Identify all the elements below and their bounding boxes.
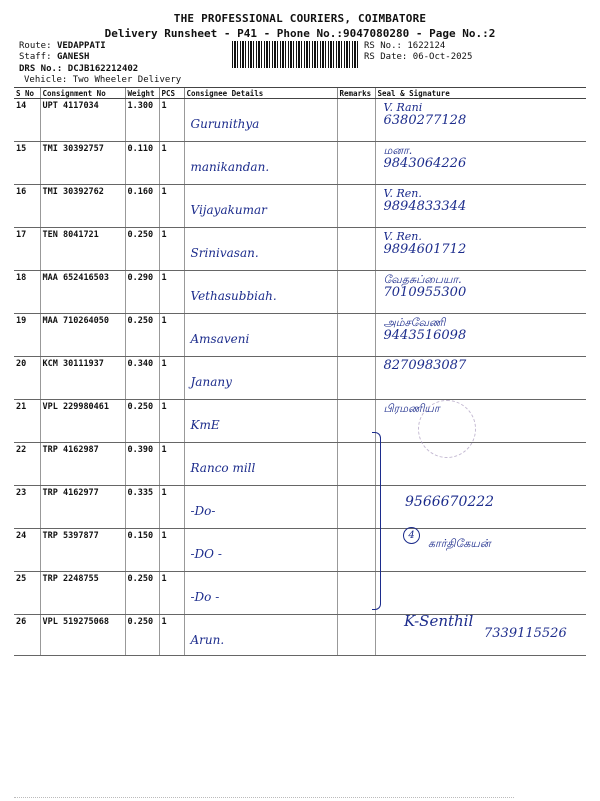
col-header-remarks: Remarks: [337, 88, 375, 99]
row-remarks: [337, 572, 375, 615]
row-consignment-no: TRP 5397877: [40, 529, 125, 572]
row-pcs: 1: [159, 271, 184, 314]
last-phone: 7339115526: [484, 626, 567, 641]
last-signature: K-Senthil: [404, 612, 474, 630]
signature-handwriting: [378, 316, 585, 342]
row-consignment-no: TRP 4162987: [40, 443, 125, 486]
row-consignee: [184, 486, 337, 529]
row-remarks: [337, 357, 375, 400]
route-line: [19, 41, 106, 52]
runsheet-table: [14, 87, 586, 656]
row-remarks: [337, 185, 375, 228]
signature-name: வேதசுப்பையா.: [383, 273, 462, 286]
vehicle-label: Vehicle:: [24, 75, 68, 85]
row-consignee: [184, 99, 337, 142]
group-signature: கார்திகேயன்: [428, 537, 491, 550]
rs-date-label: RS Date:: [364, 52, 408, 62]
row-weight: 0.250: [125, 572, 159, 615]
signature-name: பிரமணியா: [383, 402, 440, 415]
row-sno: 24: [14, 529, 40, 572]
signature-phone: 9443516098: [383, 328, 467, 343]
row-sno: 20: [14, 357, 40, 400]
row-sno: 17: [14, 228, 40, 271]
staff-value: GANESH: [56, 52, 90, 62]
consignee-handwriting: Srinivasan.: [190, 246, 259, 260]
row-sno: 22: [14, 443, 40, 486]
row-consignee: [184, 400, 337, 443]
row-weight: 0.335: [125, 486, 159, 529]
row-seal-signature: [375, 271, 586, 314]
row-remarks: [337, 99, 375, 142]
consignee-handwriting: Vethasubbiah.: [190, 289, 277, 303]
signature-handwriting: [378, 101, 585, 127]
row-pcs: 1: [159, 615, 184, 656]
consignee-handwriting: Vijayakumar: [190, 203, 267, 217]
handwritten-bracket: [372, 432, 381, 610]
row-remarks: [337, 271, 375, 314]
vehicle-value: Two Wheeler Delivery: [72, 75, 182, 85]
signature-handwriting: [378, 187, 585, 213]
staff-line: [19, 52, 89, 63]
table-row: [14, 486, 586, 529]
signature-name: அம்சவேணி: [383, 316, 446, 329]
consignee-handwriting: Amsaveni: [190, 332, 250, 346]
row-consignee: [184, 142, 337, 185]
row-weight: 0.160: [125, 185, 159, 228]
row-consignment-no: TRP 2248755: [40, 572, 125, 615]
drs-value: DCJB162212402: [67, 64, 139, 74]
table-row: [14, 572, 586, 615]
signature-handwriting: [378, 359, 585, 372]
row-consignment-no: VPL 519275068: [40, 615, 125, 656]
table-row: [14, 400, 586, 443]
row-sno: 21: [14, 400, 40, 443]
row-weight: 0.110: [125, 142, 159, 185]
drs-label: DRS No.:: [19, 64, 63, 74]
row-remarks: [337, 615, 375, 656]
row-sno: 15: [14, 142, 40, 185]
company-title: THE PROFESSIONAL COURIERS, COIMBATORE: [173, 12, 427, 25]
table-row: [14, 314, 586, 357]
row-consignment-no: TEN 8041721: [40, 228, 125, 271]
row-consignee: [184, 271, 337, 314]
row-remarks: [337, 228, 375, 271]
signature-phone: 6380277128: [383, 113, 467, 128]
signature-name: V. Ren.: [383, 187, 422, 200]
signature-phone: 8270983087: [383, 358, 467, 373]
row-sno: 16: [14, 185, 40, 228]
row-remarks: [337, 142, 375, 185]
row-seal-signature: [375, 572, 586, 615]
row-pcs: 1: [159, 314, 184, 357]
table-row: [14, 185, 586, 228]
group-count: 4: [403, 527, 420, 544]
row-seal-signature: [375, 228, 586, 271]
row-weight: 0.290: [125, 271, 159, 314]
row-consignment-no: MAA 710264050: [40, 314, 125, 357]
signature-phone: 9894601712: [383, 242, 467, 257]
row-pcs: 1: [159, 228, 184, 271]
row-pcs: 1: [159, 572, 184, 615]
row-consignment-no: VPL 229980461: [40, 400, 125, 443]
row-pcs: 1: [159, 99, 184, 142]
rs-date-value: 06-Oct-2025: [412, 52, 473, 62]
signature-handwriting: [378, 230, 585, 256]
row-weight: 0.250: [125, 228, 159, 271]
col-header-weight: Weight: [125, 88, 159, 99]
row-pcs: 1: [159, 443, 184, 486]
table-row: [14, 529, 586, 572]
consignee-handwriting: KmE: [190, 418, 220, 432]
consignee-handwriting: -DO -: [190, 547, 222, 561]
row-weight: 1.300: [125, 99, 159, 142]
row-consignment-no: TMI 30392762: [40, 185, 125, 228]
table-row: [14, 142, 586, 185]
signature-handwriting: [378, 144, 585, 170]
row-weight: 0.250: [125, 400, 159, 443]
col-header-sno: S No: [14, 88, 40, 99]
table-row: [14, 228, 586, 271]
row-sno: 18: [14, 271, 40, 314]
barcode-image: [232, 41, 360, 68]
route-label: Route:: [19, 41, 52, 51]
row-remarks: [337, 486, 375, 529]
signature-phone: 9843064226: [383, 156, 467, 171]
signature-handwriting: [378, 273, 585, 299]
consignee-handwriting: -Do-: [190, 504, 216, 518]
row-consignee: [184, 529, 337, 572]
row-pcs: 1: [159, 529, 184, 572]
row-seal-signature: [375, 99, 586, 142]
row-consignee: [184, 228, 337, 271]
group-phone: 9566670222: [405, 494, 495, 510]
rs-number-line: [364, 41, 445, 51]
row-consignment-no: TMI 30392757: [40, 142, 125, 185]
table-row: [14, 271, 586, 314]
consignee-handwriting: Ranco mill: [190, 461, 256, 475]
row-seal-signature: [375, 357, 586, 400]
col-header-pcs: PCS: [159, 88, 184, 99]
row-pcs: 1: [159, 142, 184, 185]
row-consignment-no: TRP 4162977: [40, 486, 125, 529]
route-value: VEDAPPATI: [56, 41, 106, 51]
row-seal-signature: [375, 142, 586, 185]
rs-no-value: 1622124: [407, 41, 446, 51]
footer-line: [14, 797, 514, 801]
row-weight: 0.250: [125, 314, 159, 357]
row-weight: 0.340: [125, 357, 159, 400]
row-sno: 25: [14, 572, 40, 615]
row-consignee: [184, 357, 337, 400]
row-sno: 14: [14, 99, 40, 142]
row-pcs: 1: [159, 357, 184, 400]
row-weight: 0.150: [125, 529, 159, 572]
staff-label: Staff:: [19, 52, 52, 62]
row-remarks: [337, 529, 375, 572]
row-consignee: [184, 443, 337, 486]
row-seal-signature: [375, 443, 586, 486]
rs-no-label: RS No.:: [364, 41, 402, 51]
table-header-row: [14, 88, 586, 99]
row-remarks: [337, 400, 375, 443]
drs-line: [19, 64, 138, 75]
row-consignment-no: UPT 4117034: [40, 99, 125, 142]
table-row: [14, 99, 586, 142]
signature-name: V. Ren.: [383, 230, 422, 243]
table-row: [14, 357, 586, 400]
consignee-handwriting: -Do -: [190, 590, 220, 604]
table-row: [14, 443, 586, 486]
col-header-consignee: Consignee Details: [184, 88, 337, 99]
row-sno: 23: [14, 486, 40, 529]
row-consignment-no: KCM 30111937: [40, 357, 125, 400]
rs-date-line: [364, 52, 472, 62]
consignee-handwriting: manikandan.: [190, 160, 270, 174]
row-sno: 19: [14, 314, 40, 357]
row-consignee: [184, 314, 337, 357]
consignee-handwriting: Janany: [190, 375, 232, 389]
consignee-handwriting: Gurunithya: [190, 117, 260, 131]
signature-phone: 9894833344: [383, 199, 467, 214]
runsheet-subtitle: Delivery Runsheet - P41 - Phone No.:9047080280 - Page No.:2: [104, 27, 496, 40]
row-consignment-no: MAA 652416503: [40, 271, 125, 314]
row-pcs: 1: [159, 185, 184, 228]
row-seal-signature: [375, 314, 586, 357]
row-remarks: [337, 314, 375, 357]
signature-phone: 7010955300: [383, 285, 467, 300]
row-seal-signature: [375, 185, 586, 228]
row-sno: 26: [14, 615, 40, 656]
row-seal-signature: [375, 400, 586, 443]
row-consignee: [184, 572, 337, 615]
row-weight: 0.250: [125, 615, 159, 656]
row-pcs: 1: [159, 486, 184, 529]
seal-stamp: [418, 400, 476, 458]
row-pcs: 1: [159, 400, 184, 443]
row-consignee: [184, 615, 337, 656]
signature-name: V. Rani: [383, 101, 423, 114]
row-consignee: [184, 185, 337, 228]
col-header-seal-signature: Seal & Signature: [375, 88, 586, 99]
consignee-handwriting: Arun.: [190, 633, 225, 647]
row-remarks: [337, 443, 375, 486]
signature-name: மனா.: [383, 144, 413, 157]
row-weight: 0.390: [125, 443, 159, 486]
signature-handwriting: [378, 402, 585, 415]
vehicle-line: [24, 75, 181, 86]
col-header-consignment: Consignment No: [40, 88, 125, 99]
